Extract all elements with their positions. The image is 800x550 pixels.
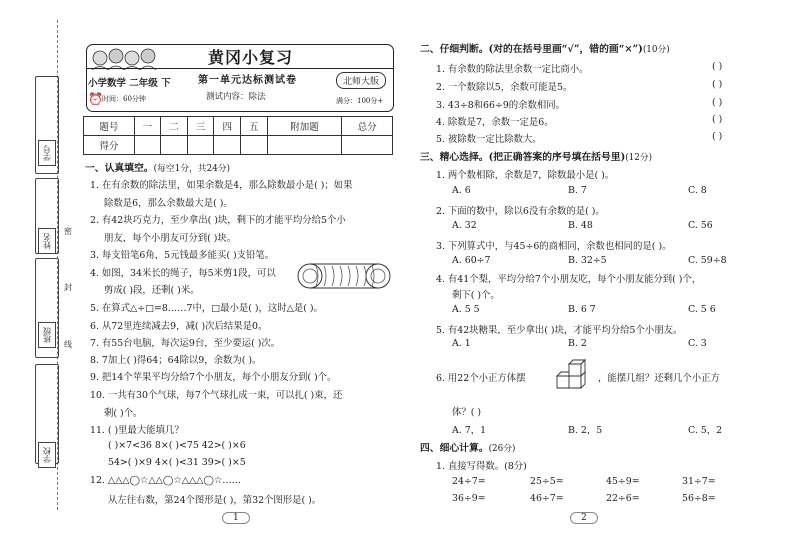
calc-7: 22÷6= — [606, 493, 640, 504]
col-3: 三 — [187, 117, 214, 136]
s3-q4-opt-b: B. 6 7 — [568, 304, 596, 315]
s1-line-16: ( )×7<36 8×( )<75 42>( )×6 — [108, 440, 246, 451]
s3-q6-opt-b: B. 2，5 — [568, 425, 603, 436]
s2-item-4: 4. 除数是7，余数一定是6。 — [436, 117, 554, 128]
s3-q1-opt-c: C. 8 — [688, 185, 707, 196]
s3-q1-opt-a: A. 6 — [452, 185, 471, 196]
s3-q4-line-2: 剩下( )个。 — [452, 290, 500, 301]
score-cell[interactable] — [241, 136, 268, 155]
section-3-title: 三、精心选择。(把正确答案的序号填在括号里)(12分) — [420, 152, 653, 163]
s3-q3-opt-b: B. 32÷5 — [568, 255, 607, 266]
s3-q4-line-1: 4. 有41个梨，平均分给7个小朋友吃，每个小朋友能分到( )个， — [436, 274, 702, 285]
calc-6: 46÷7= — [530, 493, 564, 504]
children-illustration — [90, 46, 160, 70]
calc-2: 25÷5= — [530, 476, 564, 487]
s1-line-4: 朋友，每个小朋友可分到( )块。 — [104, 233, 237, 244]
s3-q1: 1. 两个数相除，余数是7，除数最小是( )。 — [436, 170, 615, 181]
seal-char-1: 密 — [64, 227, 72, 236]
s3-q2-opt-a: A. 32 — [452, 220, 477, 231]
label-school: 学校 — [38, 442, 56, 468]
score-cell[interactable] — [161, 136, 188, 155]
s3-q6-line-2: ，能摆几组？还剩几个小正方 — [598, 373, 720, 384]
time-limit: 时间：60分钟 — [102, 95, 146, 103]
s1-line-13: 10. 一共有30个气球，每7个气球扎成一束，可以扎( )束，还 — [90, 390, 343, 401]
s3-q6-opt-a: A. 7，1 — [452, 425, 487, 436]
s1-line-6: 4. 如图，34米长的绳子，每5米剪1段，可以 — [90, 268, 276, 279]
s3-q5-opt-a: A. 1 — [452, 338, 471, 349]
s2-item-1: 1. 有余数的除法里余数一定比商小。 — [436, 64, 589, 75]
subject-label: 小学数学 二年级 下 — [88, 78, 171, 89]
col-1: 一 — [134, 117, 161, 136]
score-cell[interactable] — [214, 136, 241, 155]
col-5: 五 — [241, 117, 268, 136]
label-class: 班级 — [38, 322, 56, 348]
col-bonus: 附加题 — [267, 117, 342, 136]
s3-q6-line-3: 体？( ) — [452, 407, 482, 418]
s1-line-17: 54>( )×9 4×( )<31 39>( )×5 — [108, 457, 246, 468]
s3-q2: 2. 下面的数中，除以6没有余数的是( )。 — [436, 206, 605, 217]
s2-item-5: 5. 被除数一定比除数大。 — [436, 134, 542, 145]
col-total: 总分 — [342, 117, 393, 136]
s3-q1-opt-b: B. 7 — [568, 185, 587, 196]
s1-line-19: 从左往右数，第24个图形是( )，第32个图形是( )。 — [108, 495, 322, 506]
s2-answer-5[interactable]: ( ) — [712, 131, 723, 142]
row-score-label: 得分 — [84, 136, 135, 155]
calc-3: 45÷9= — [606, 476, 640, 487]
s1-line-12: 9. 把14个苹果平均分给7个小朋友，每个小朋友分到( )个。 — [90, 372, 337, 383]
s3-q2-opt-b: B. 48 — [568, 220, 593, 231]
score-header-row — [84, 117, 393, 136]
calc-4: 31÷7= — [682, 476, 716, 487]
s2-answer-1[interactable]: ( ) — [712, 61, 723, 72]
calc-1: 24÷7= — [452, 476, 486, 487]
score-row — [84, 136, 393, 155]
page-number-right: 2 — [570, 512, 598, 524]
s3-q5-opt-b: B. 2 — [568, 338, 587, 349]
section-1-title: 一、认真填空。(每空1分，共24分) — [85, 163, 231, 174]
score-table — [83, 116, 393, 155]
s1-line-1: 1. 在有余数的除法里，如果余数是4，那么除数最小是( )；如果 — [90, 180, 353, 191]
col-4: 四 — [214, 117, 241, 136]
seal-char-2: 封 — [64, 283, 72, 292]
s4-sub-title: 1. 直接写得数。(8分) — [436, 461, 527, 472]
s3-q4-opt-c: C. 5 6 — [688, 304, 716, 315]
score-cell[interactable] — [187, 136, 214, 155]
s3-q5: 5. 有42块糖果，至少拿出( )块，才能平均分给5个小朋友。 — [436, 325, 683, 336]
calc-5: 36÷9= — [452, 493, 486, 504]
score-cell[interactable] — [267, 136, 342, 155]
col-2: 二 — [161, 117, 188, 136]
section-2-title: 二、仔细判断。(对的在括号里画“√”，错的画“×”)(10分) — [420, 44, 670, 55]
test-content: 测试内容：除法 — [206, 92, 266, 102]
edition-badge: 北师大版 — [336, 72, 386, 89]
full-score: 满分：100分+ — [336, 97, 384, 105]
seal-char-3: 线 — [64, 340, 72, 349]
col-question: 题号 — [84, 117, 135, 136]
calc-8: 56÷8= — [682, 493, 716, 504]
s1-line-5: 3. 每支铅笔6角，5元钱最多能买( )支铅笔。 — [90, 250, 275, 261]
header-divider — [86, 68, 394, 69]
s3-q3-opt-c: C. 59÷8 — [688, 255, 727, 266]
cube-stack-illustration — [553, 352, 597, 392]
s3-q5-opt-c: C. 3 — [688, 338, 707, 349]
score-cell[interactable] — [134, 136, 161, 155]
s1-line-9: 6. 从72里连续减去9，减( )次后结果是0。 — [90, 321, 268, 332]
section-4-title: 四、细心计算。(26分) — [420, 443, 516, 454]
s1-line-3: 2. 有42块巧克力，至少拿出( )块，剩下的才能平均分给5个小 — [90, 215, 346, 226]
s1-line-7: 剪成( )段，还剩( )米。 — [104, 285, 200, 296]
s2-answer-2[interactable]: ( ) — [712, 79, 723, 90]
s3-q4-opt-a: A. 5 5 — [452, 304, 480, 315]
clock-icon: ⏰ — [88, 92, 103, 106]
rope-coil-illustration — [296, 262, 392, 290]
binding-strip — [0, 0, 72, 550]
label-student-id: 学号 — [38, 140, 56, 166]
s1-line-10: 7. 有55台电脑，每次运9台，至少要运( )次。 — [90, 338, 281, 349]
label-name: 姓名 — [38, 228, 56, 254]
s2-answer-3[interactable]: ( ) — [712, 97, 723, 108]
s1-line-14: 剩( )个。 — [104, 408, 143, 419]
s1-line-18: 12. △△△◯☆△△◯☆△△△◯☆…… — [90, 475, 242, 486]
s3-q2-opt-c: C. 56 — [688, 220, 713, 231]
s1-line-15: 11. ( )里最大能填几？ — [90, 425, 184, 436]
s2-item-2: 2. 一个数除以5，余数可能是5。 — [436, 82, 573, 93]
s1-line-11: 8. 7加上( )得64；64除以9，余数为( )。 — [90, 355, 262, 366]
page-number-left: 1 — [222, 512, 250, 524]
s1-line-8: 5. 在算式△÷□=8……7中，□最小是( )，这时△是( )。 — [90, 303, 323, 314]
s2-answer-4[interactable]: ( ) — [712, 114, 723, 125]
s1-line-2: 除数是6，那么余数最大是( )。 — [104, 198, 233, 209]
score-cell[interactable] — [342, 136, 393, 155]
s2-item-3: 3. 43÷8和66÷9的余数相同。 — [436, 100, 566, 111]
s3-q3: 3. 下列算式中，与45÷6的商相同，余数也相同的是( )。 — [436, 241, 672, 252]
test-title: 第一单元达标测试卷 — [198, 75, 297, 86]
s3-q3-opt-a: A. 60÷7 — [452, 255, 491, 266]
s3-q6-opt-c: C. 5，2 — [688, 425, 723, 436]
s3-q6-line-1: 6. 用22个小正方体摆 — [436, 373, 526, 384]
brand-logo: 黄冈小复习 — [208, 48, 294, 67]
